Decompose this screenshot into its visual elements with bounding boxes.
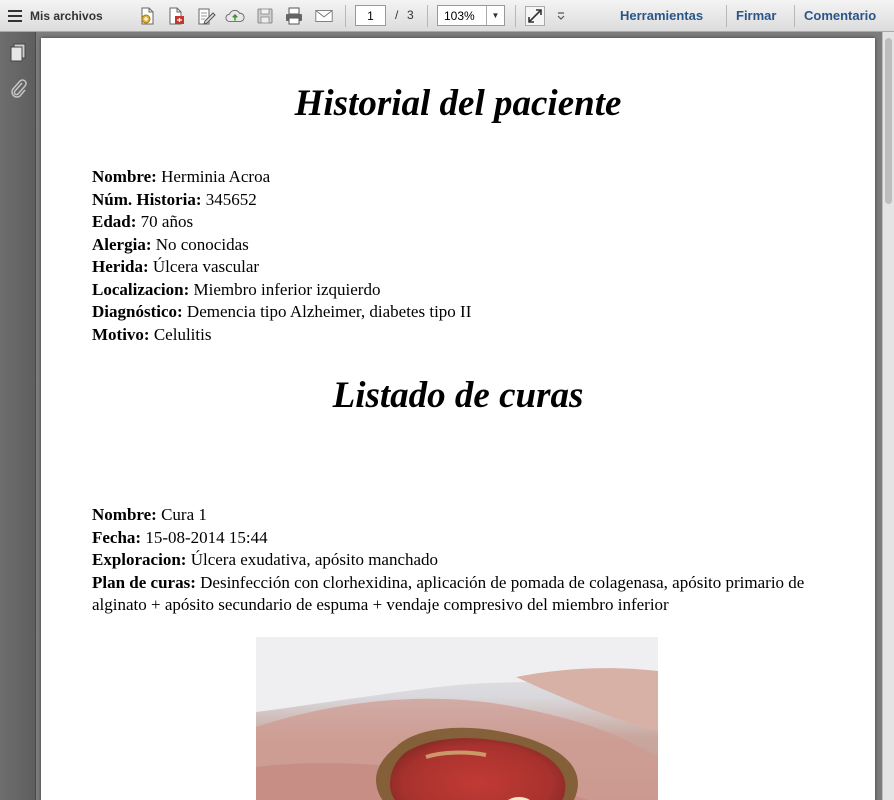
convert-pdf-icon[interactable] <box>166 6 186 26</box>
my-files-label: Mis archivos <box>30 9 103 23</box>
field-label: Motivo: <box>92 324 150 344</box>
toolbar-divider <box>427 5 428 27</box>
patient-info <box>92 166 832 346</box>
sign-button[interactable]: Firmar <box>736 8 777 23</box>
toolbar-divider <box>726 5 727 27</box>
fullscreen-icon[interactable] <box>525 6 545 26</box>
field-label: Localizacion: <box>92 279 190 299</box>
cloud-upload-icon[interactable] <box>225 6 245 26</box>
field-value: No conocidas <box>155 234 249 254</box>
my-files-menu-button[interactable] <box>8 0 103 32</box>
field-value: Demencia tipo Alzheimer, diabetes tipo II <box>186 302 472 321</box>
patient-field <box>92 301 832 324</box>
page-separator: / <box>395 8 399 22</box>
print-icon[interactable] <box>284 6 304 26</box>
field-label: Plan de curas: <box>92 572 196 592</box>
field-label: Exploracion: <box>92 550 187 569</box>
cure-field <box>92 527 832 550</box>
patient-field <box>92 189 832 212</box>
cure-field <box>92 572 832 617</box>
wound-photo <box>256 637 658 800</box>
patient-field <box>92 324 832 347</box>
cure-field <box>92 504 832 527</box>
toolbar-divider <box>794 5 795 27</box>
edit-document-icon[interactable] <box>196 6 216 26</box>
field-label: Diagnóstico: <box>92 302 183 321</box>
field-value: Úlcera exudativa, apósito manchado <box>190 550 439 569</box>
save-icon[interactable] <box>255 6 275 26</box>
toolbar-divider <box>345 5 346 27</box>
zoom-select[interactable] <box>437 5 505 26</box>
field-value: Úlcera vascular <box>152 257 260 276</box>
page-title: Historial del paciente <box>294 83 622 124</box>
navigation-sidebar <box>0 32 36 800</box>
hamburger-icon <box>8 10 22 22</box>
patient-field <box>92 166 832 189</box>
field-value: 15-08-2014 15:44 <box>145 527 268 547</box>
patient-field <box>92 234 832 257</box>
field-value: 70 años <box>140 212 194 231</box>
tools-button[interactable]: Herramientas <box>620 8 704 23</box>
zoom-value: 103% <box>444 9 475 23</box>
field-label: Fecha: <box>92 527 142 547</box>
email-icon[interactable] <box>314 6 334 26</box>
pdf-page <box>41 38 875 800</box>
field-label: Nombre: <box>92 505 157 524</box>
field-value: Herminia Acroa <box>161 167 271 186</box>
toolbar-divider <box>515 5 516 27</box>
patient-field <box>92 279 832 302</box>
page-total: 3 <box>407 8 414 22</box>
patient-field <box>92 211 832 234</box>
field-value: Celulitis <box>153 324 212 344</box>
field-label: Edad: <box>92 212 137 231</box>
cure-info <box>92 504 832 617</box>
more-options-icon[interactable] <box>553 6 569 26</box>
patient-field <box>92 256 832 279</box>
field-label: Núm. Historia: <box>92 189 202 209</box>
field-value: Desinfección con clorhexidina, aplicación de pomada de colagenasa, apósito primario de alginato + apósito secundario de espuma + vendaje compresivo del miembro inferior <box>92 572 805 614</box>
page-number-input[interactable] <box>355 5 386 26</box>
pages-thumbnail-icon[interactable] <box>8 42 28 64</box>
field-value: Miembro inferior izquierdo <box>193 279 381 299</box>
field-value: 345652 <box>205 189 257 209</box>
section-title: Listado de curas <box>332 375 584 416</box>
field-label: Herida: <box>92 257 149 276</box>
field-label: Nombre: <box>92 167 157 186</box>
attachment-icon[interactable] <box>8 78 28 100</box>
field-value: Cura 1 <box>161 505 207 524</box>
comment-button[interactable]: Comentario <box>804 8 877 23</box>
field-label: Alergia: <box>92 234 152 254</box>
create-pdf-icon[interactable] <box>137 6 157 26</box>
chevron-down-icon[interactable]: ▼ <box>486 6 504 25</box>
toolbar <box>0 0 894 32</box>
cure-field <box>92 549 832 572</box>
vertical-scrollbar[interactable] <box>882 32 894 800</box>
document-viewport[interactable] <box>36 32 882 800</box>
scrollbar-thumb[interactable] <box>885 38 892 204</box>
